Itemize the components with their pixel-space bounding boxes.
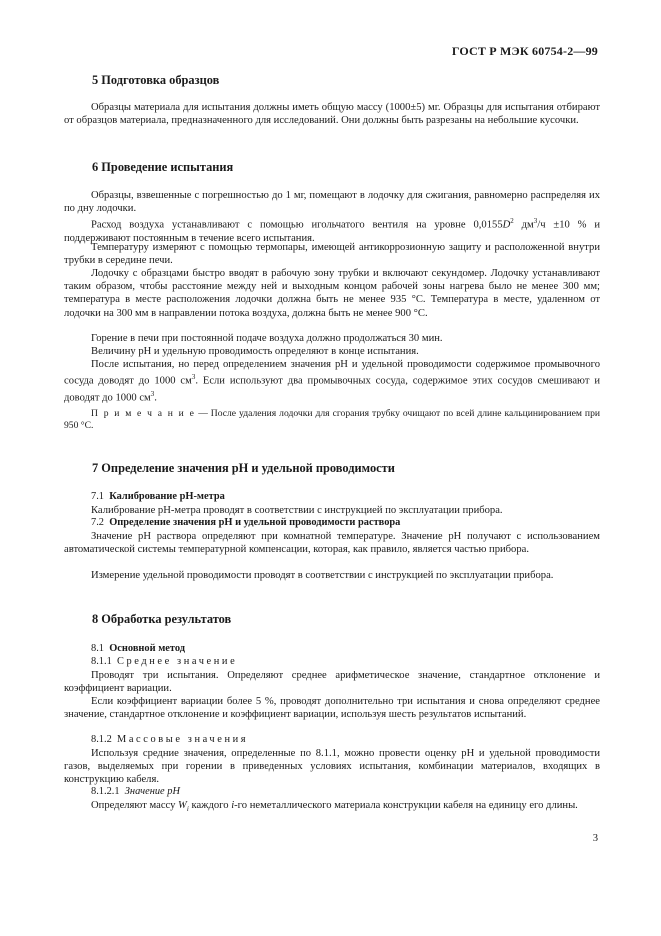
subsection-7-2-paragraph-2: Измерение удельной проводимости проводят в соответствии с инструкцией по эксплуатации прибора. <box>91 570 554 581</box>
section-6-heading: 6 Проведение испытания <box>92 160 234 174</box>
section-6-paragraph-7: После испытания, но перед определением значения рН и удельной проводимости содержимое промывочного сосуда доводят до 1000 $см^3$. Если используют два промывочных сосуда, содержимое этих сосудов смешивают и доводят до 1000 $см^3$. <box>64 359 600 404</box>
section-7-heading: 7 Определение значения рН и удельной проводимости <box>92 461 395 475</box>
section-6-paragraph-6: Величину рН и удельную проводимость определяют в конце испытания. <box>91 346 419 357</box>
subsection-8-1-2-1-heading: 8.1.2.1 Значение рН <box>91 786 180 797</box>
subsection-8-1-heading: 8.1 Основной метод <box>91 643 186 654</box>
document-code-header: ГОСТ Р МЭК 60754-2—99 <box>451 44 598 58</box>
section-6-note: П р и м е ч а н и е — После удаления лодочки для сгорания трубку очищают по всей длине кальцинированием при 950 °С. <box>64 408 600 431</box>
subsection-7-1-heading: 7.1 Калибрование рН-метра <box>91 491 225 502</box>
subsection-8-1-1-paragraph-1: Проводят три испытания. Определяют среднее арифметическое значение, стандартное отклонение и коэффициент вариации. <box>64 670 600 695</box>
subsection-8-1-2-heading: 8.1.2 Массовые значения <box>91 734 249 745</box>
page-number: 3 <box>592 833 598 844</box>
section-8-heading: 8 Обработка результатов <box>92 612 232 626</box>
subsection-7-1-paragraph: Калибрование рН-метра проводят в соответствии с инструкцией по эксплуатации прибора. <box>91 505 503 516</box>
subsection-7-2-paragraph-1: Значение рН раствора определяют при комнатной температуре. Значение рН получают с использованием автоматической системы температурной компенсации, которая, как правило, является частью прибора. <box>64 531 600 556</box>
subsection-8-1-2-1-paragraph: Определяют массу $W_i$ каждого i-го неметаллического материала конструкции кабеля на единицу его длины. <box>91 800 578 814</box>
subsection-8-1-1-paragraph-2: Если коэффициент вариации более 5 %, проводят дополнительно три испытания и снова определяют среднее значение, стандартное отклонение и коэффициент вариации, используя шесть результатов испытаний. <box>64 696 600 721</box>
section-6-paragraph-5: Горение в печи при постоянной подаче воздуха должно продолжаться 30 мин. <box>91 333 443 344</box>
section-6-paragraph-3: Температуру измеряют с помощью термопары, имеющей антикоррозионную защиту и расположенной внутри трубки в середине печи. <box>64 242 600 267</box>
section-5-paragraph: Образцы материала для испытания должны иметь общую массу (1000±5) мг. Образцы для испытания отбирают от образцов материала, предназначенного для исследований. Они должны быть разрезаны на небольшие кусочки. <box>64 102 600 127</box>
subsection-8-1-2-paragraph: Используя средние значения, определенные по 8.1.1, можно провести оценку рН и удельной проводимости газов, выделяемых при горении в приведенных условиях испытания, комбинации материалов, входящих в конструкцию кабеля. <box>64 748 600 786</box>
subsection-8-1-1-heading: 8.1.1 Среднее значение <box>91 656 238 667</box>
section-6-paragraph-1: Образцы, взвешенные с погрешностью до 1 мг, помещают в лодочку для сжигания, равномерно распределяя их по дну лодочки. <box>64 190 600 215</box>
subsection-7-2-heading: 7.2 Определение значения рН и удельной проводимости раствора <box>91 517 401 528</box>
section-6-paragraph-2: Расход воздуха устанавливают с помощью игольчатого вентиля на уровне $0,0155D^2$ $дм^3/ч \pm 10$ % и поддерживают постоянным в течение всего испытания. <box>64 217 601 244</box>
section-5-heading: 5 Подготовка образцов <box>92 73 220 87</box>
section-6-paragraph-4: Лодочку с образцами быстро вводят в рабочую зону трубки и включают секундомер. Лодочку устанавливают таким образом, чтобы расстояние между ней и выходным концом рабочей зоны нагрева было не менее 300 мм; температура в месте расположения лодочки должна быть не менее 935 °С. Температура в месте, удаленном от лодочки на 300 мм в направлении потока воздуха, должна быть не менее 900 °С. <box>64 268 600 319</box>
